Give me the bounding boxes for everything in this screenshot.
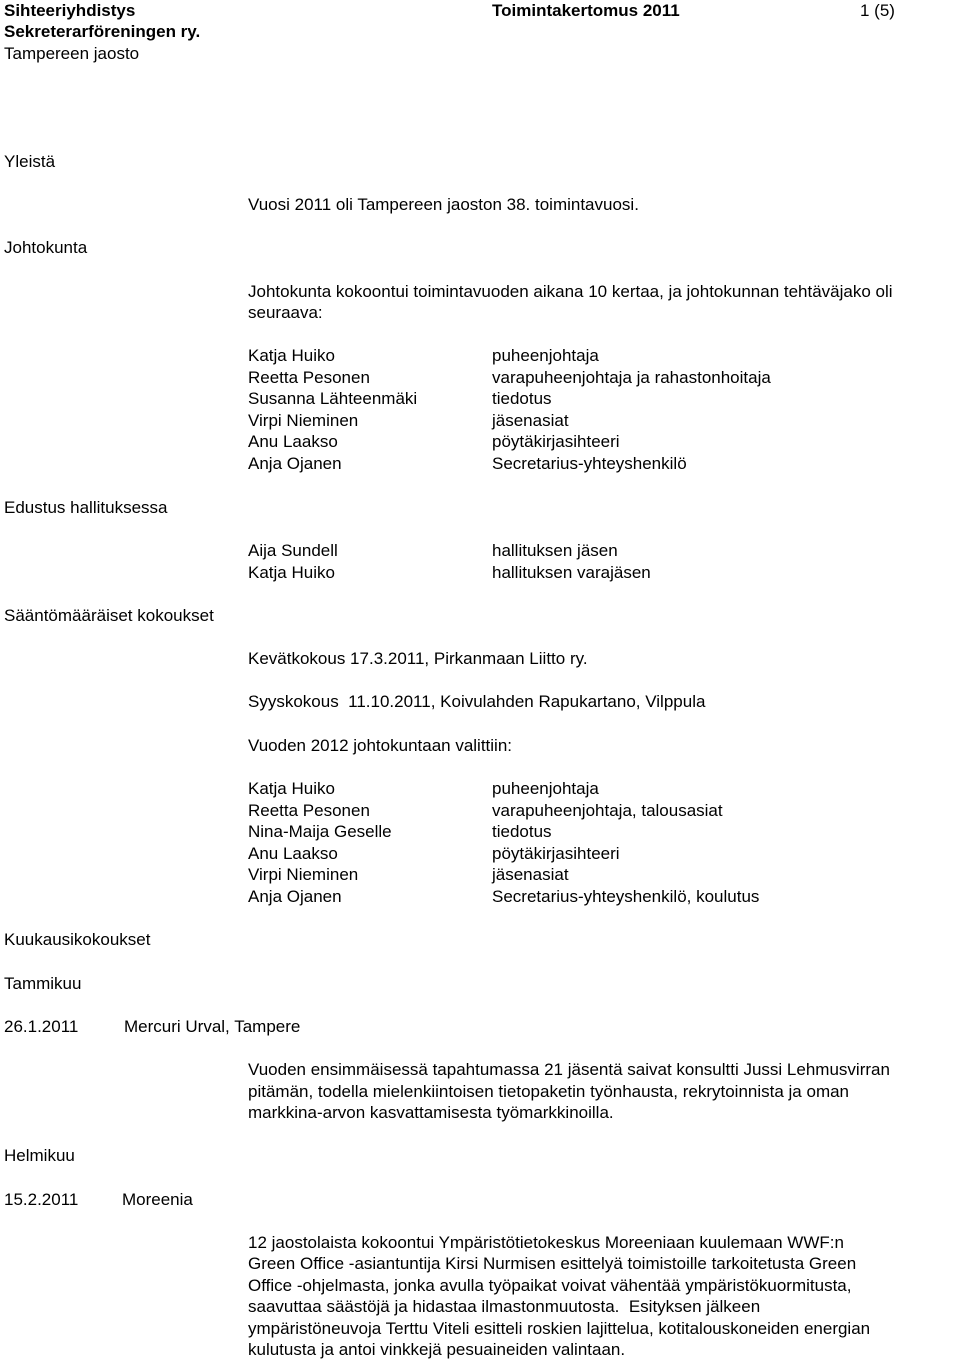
spring-meeting: Kevätkokous 17.3.2011, Pirkanmaan Liitto ry. bbox=[248, 649, 588, 668]
member-name: Anu Laakso bbox=[248, 432, 338, 451]
member-role: puheenjohtaja bbox=[492, 346, 599, 365]
section-heading-saantomaaraiset: Sääntömääräiset kokoukset bbox=[4, 606, 214, 625]
member-role: pöytäkirjasihteeri bbox=[492, 432, 620, 451]
description-line: Green Office -asiantuntija Kirsi Nurmisen esittelyä toimistoille tarkoitetusta Green bbox=[248, 1254, 857, 1273]
member-role: tiedotus bbox=[492, 822, 552, 841]
meeting-date: 15.2.2011 bbox=[4, 1190, 79, 1209]
org-name-line2: Sekreterarföreningen ry. bbox=[4, 22, 201, 41]
member-role: tiedotus bbox=[492, 389, 552, 408]
member-name: Aija Sundell bbox=[248, 541, 338, 560]
member-role: Secretarius-yhteyshenkilö, koulutus bbox=[492, 887, 760, 906]
member-role: jäsenasiat bbox=[492, 865, 569, 884]
member-role: hallituksen jäsen bbox=[492, 541, 618, 560]
section-heading-johtokunta: Johtokunta bbox=[4, 238, 88, 257]
member-name: Virpi Nieminen bbox=[248, 411, 359, 430]
member-role: varapuheenjohtaja ja rahastonhoitaja bbox=[492, 368, 771, 387]
description-line: ympäristöneuvoja Terttu Viteli esitteli roskien lajittelua, kotitalouskoneiden energian bbox=[248, 1319, 871, 1338]
yleista-text: Vuosi 2011 oli Tampereen jaoston 38. toimintavuosi. bbox=[248, 195, 639, 214]
description-line: pitämän, todella mielenkiintoisen tietopaketin työnhausta, rekrytoinnista ja oman bbox=[248, 1082, 850, 1101]
elected-intro: Vuoden 2012 johtokuntaan valittiin: bbox=[248, 736, 513, 755]
member-role: pöytäkirjasihteeri bbox=[492, 844, 620, 863]
autumn-meeting: Syyskokous 11.10.2011, Koivulahden Rapukartano, Vilppula bbox=[248, 692, 706, 711]
member-role: varapuheenjohtaja, talousasiat bbox=[492, 801, 723, 820]
member-name: Katja Huiko bbox=[248, 346, 335, 365]
meeting-place: Moreenia bbox=[122, 1190, 193, 1209]
member-name: Anu Laakso bbox=[248, 844, 338, 863]
description-line: markkina-arvon kasvattamisesta työmarkkinoilla. bbox=[248, 1103, 614, 1122]
meeting-place: Mercuri Urval, Tampere bbox=[124, 1017, 301, 1036]
page-number: 1 (5) bbox=[860, 1, 895, 20]
member-name: Susanna Lähteenmäki bbox=[248, 389, 418, 408]
member-name: Katja Huiko bbox=[248, 779, 335, 798]
meeting-date: 26.1.2011 bbox=[4, 1017, 79, 1036]
org-name-line1: Sihteeriyhdistys bbox=[4, 1, 136, 20]
member-name: Anja Ojanen bbox=[248, 887, 342, 906]
section-heading-kuukausikokoukset: Kuukausikokoukset bbox=[4, 930, 151, 949]
member-name: Reetta Pesonen bbox=[248, 368, 370, 387]
johtokunta-intro-line1: Johtokunta kokoontui toimintavuoden aikana 10 kertaa, ja johtokunnan tehtäväjako oli bbox=[248, 282, 893, 301]
month-heading: Tammikuu bbox=[4, 974, 82, 993]
member-name: Anja Ojanen bbox=[248, 454, 342, 473]
member-role: jäsenasiat bbox=[492, 411, 569, 430]
member-name: Katja Huiko bbox=[248, 563, 335, 582]
description-line: Vuoden ensimmäisessä tapahtumassa 21 jäsentä saivat konsultti Jussi Lehmusvirran bbox=[248, 1060, 890, 1079]
member-name: Reetta Pesonen bbox=[248, 801, 370, 820]
description-line: kulutusta ja antoi vinkkejä pesuaineiden valintaan. bbox=[248, 1340, 626, 1359]
member-name: Nina-Maija Geselle bbox=[248, 822, 392, 841]
member-role: puheenjohtaja bbox=[492, 779, 599, 798]
description-line: saavuttaa säästöjä ja hidastaa ilmastonmuutosta. Esityksen jälkeen bbox=[248, 1297, 761, 1316]
description-line: Office -ohjelmasta, jonka avulla työpaikat voivat vähentää ympäristökuormitusta, bbox=[248, 1276, 852, 1295]
document-title: Toimintakertomus 2011 bbox=[492, 1, 680, 20]
member-role: Secretarius-yhteyshenkilö bbox=[492, 454, 687, 473]
section-heading-yleista: Yleistä bbox=[4, 152, 56, 171]
member-role: hallituksen varajäsen bbox=[492, 563, 651, 582]
month-heading: Helmikuu bbox=[4, 1146, 75, 1165]
org-name-line3: Tampereen jaosto bbox=[4, 44, 140, 63]
johtokunta-intro-line2: seuraava: bbox=[248, 303, 323, 322]
description-line: 12 jaostolaista kokoontui Ympäristötietokeskus Moreeniaan kuulemaan WWF:n bbox=[248, 1233, 844, 1252]
member-name: Virpi Nieminen bbox=[248, 865, 359, 884]
section-heading-edustus: Edustus hallituksessa bbox=[4, 498, 168, 517]
